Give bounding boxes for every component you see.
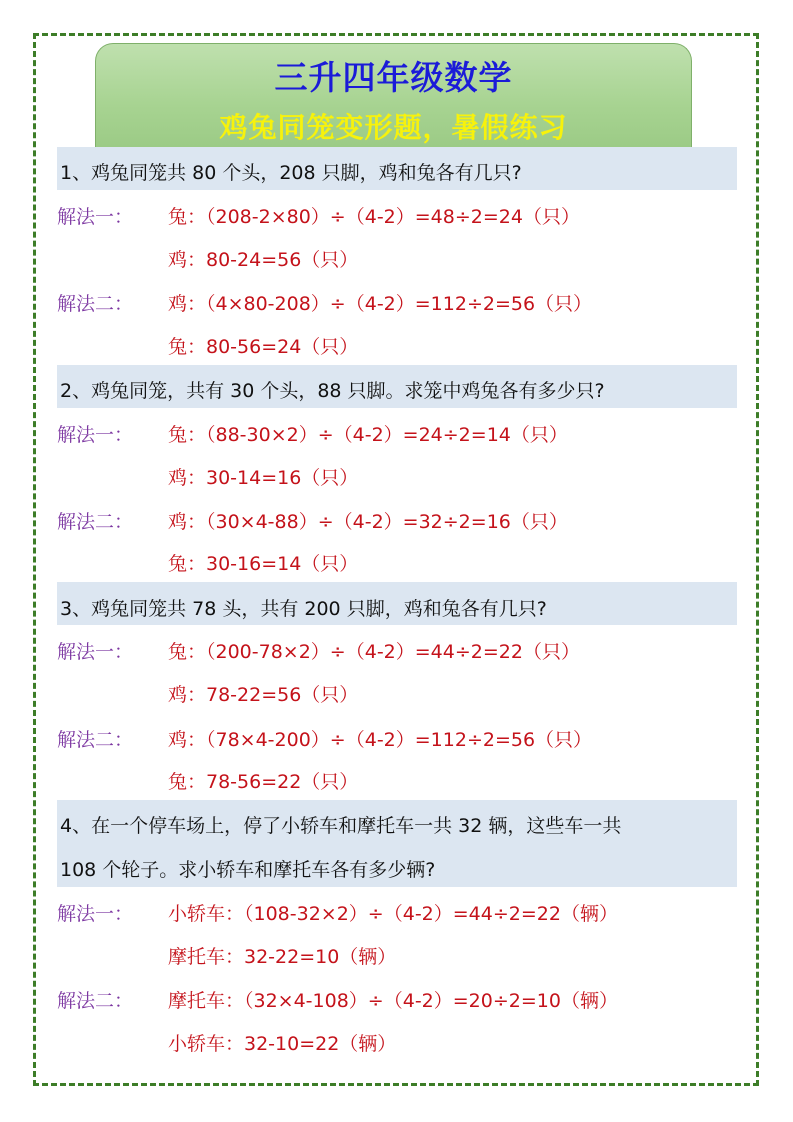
method-label: 解法二：: [57, 990, 134, 1012]
page-subtitle: 鸡兔同笼变形题，暑假练习: [219, 111, 568, 144]
method-label: 解法一：: [57, 903, 134, 925]
solution-line: 鸡：80-24=56（只）: [168, 249, 359, 271]
solution-line: 兔：（208-2×80）÷（4-2）=48÷2=24（只）: [168, 206, 580, 228]
page-border: [33, 33, 759, 1086]
method-label: 解法二：: [57, 293, 134, 315]
method-label: 解法二：: [57, 729, 134, 751]
solution-line: 鸡：（30×4-88）÷（4-2）=32÷2=16（只）: [168, 511, 568, 533]
solution-line: 兔：（200-78×2）÷（4-2）=44÷2=22（只）: [168, 641, 580, 663]
solution-line: 鸡：（78×4-200）÷（4-2）=112÷2=56（只）: [168, 729, 593, 751]
question-4-text-line1: 4、在一个停车场上，停了小轿车和摩托车一共 32 辆，这些车一共: [60, 815, 622, 837]
solution-line: 兔：80-56=24（只）: [168, 336, 359, 358]
question-4-text-line2: 108 个轮子。求小轿车和摩托车各有多少辆?: [60, 859, 436, 881]
question-2-text: 2、鸡兔同笼，共有 30 个头，88 只脚。求笼中鸡兔各有多少只?: [60, 380, 605, 402]
solution-line: 小轿车：（108-32×2）÷（4-2）=44÷2=22（辆）: [168, 903, 618, 925]
solution-line: 鸡：（4×80-208）÷（4-2）=112÷2=56（只）: [168, 293, 593, 315]
title-banner: [95, 43, 692, 147]
solution-line: 兔：30-16=14（只）: [168, 553, 359, 575]
solution-line: 小轿车：32-10=22（辆）: [168, 1033, 397, 1055]
question-3-text: 3、鸡兔同笼共 78 头，共有 200 只脚，鸡和兔各有几只?: [60, 598, 547, 620]
solution-line: 鸡：30-14=16（只）: [168, 467, 359, 489]
question-1-text: 1、鸡兔同笼共 80 个头，208 只脚，鸡和兔各有几只?: [60, 162, 522, 184]
solution-line: 鸡：78-22=56（只）: [168, 684, 359, 706]
solution-line: 兔：78-56=22（只）: [168, 771, 359, 793]
solution-line: 摩托车：（32×4-108）÷（4-2）=20÷2=10（辆）: [168, 990, 618, 1012]
solution-line: 兔：（88-30×2）÷（4-2）=24÷2=14（只）: [168, 424, 568, 446]
method-label: 解法一：: [57, 641, 134, 663]
solution-line: 摩托车：32-22=10（辆）: [168, 946, 397, 968]
page-title: 三升四年级数学: [274, 58, 513, 97]
method-label: 解法二：: [57, 511, 134, 533]
method-label: 解法一：: [57, 206, 134, 228]
method-label: 解法一：: [57, 424, 134, 446]
